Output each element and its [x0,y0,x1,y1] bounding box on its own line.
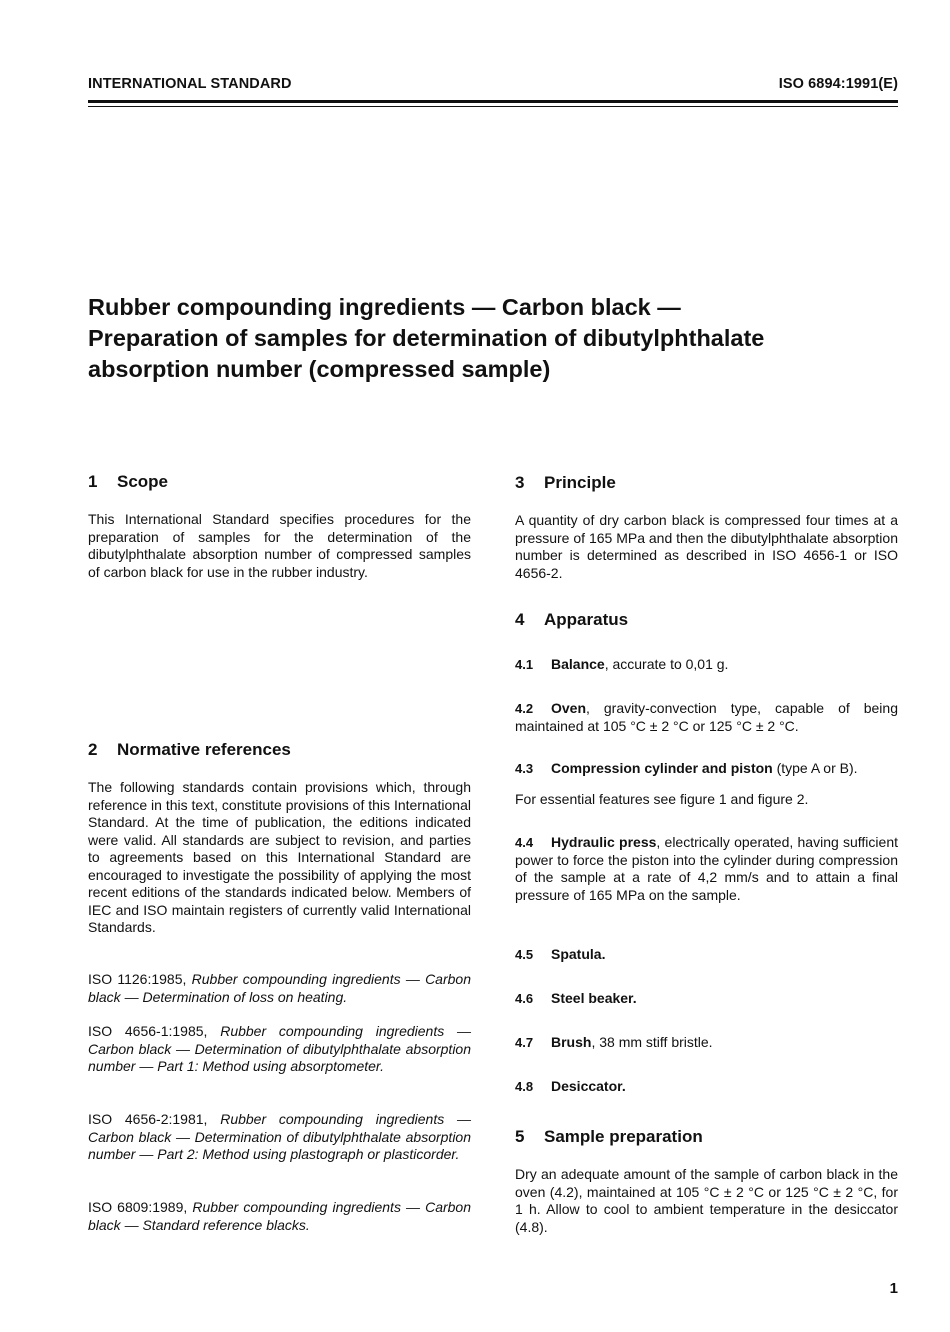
section-title: Sample preparation [544,1127,703,1146]
item-term: Brush [551,1034,592,1050]
reference-code: ISO 1126:1985, [88,971,187,987]
reference-title: Rubber compounding ingredients — Carbon black — Determination of dibutylphthalate absorption number — Part 2: Method using plastograph or plasticorder. [88,1111,472,1162]
item-description: , 38 mm stiff bristle. [591,1034,713,1050]
item-number: 4.6 [515,991,534,1006]
section-normative-heading [88,741,291,759]
section-principle-heading [515,474,616,492]
item-term: Desiccator. [551,1078,626,1094]
title-line-3: absorption number (compressed sample) [88,356,551,382]
apparatus-item-brush [515,1034,713,1052]
section-number: 5 [515,1127,525,1146]
header-standard-number: ISO 6894:1991(E) [778,76,898,92]
item-description: , accurate to 0,01 g. [604,656,729,672]
sample-preparation-paragraph: Dry an adequate amount of the sample of carbon black in the oven (4.2), maintained at 105 °C ± 2 °C or 125 °C ± 2 °C, for 1 h. Allow to cool to ambient temperature in the desiccator (4.8). [515,1166,898,1235]
item-number: 4.5 [515,947,534,962]
item-term: Oven [551,700,587,716]
item-number: 4.8 [515,1079,534,1094]
left-column [88,0,471,1332]
page-number: 1 [889,1280,898,1297]
section-number: 1 [88,472,98,491]
reference-code: ISO 4656-2:1981, [88,1111,208,1127]
item-term: Compression cylinder and piston [551,760,773,776]
apparatus-item-hydraulic-press [515,834,898,904]
apparatus-figures-note: For essential features see figure 1 and figure 2. [515,791,809,807]
item-number: 4.7 [515,1035,534,1050]
right-column [515,0,898,1332]
item-number: 4.3 [515,761,534,776]
apparatus-item-compression-cylinder [515,760,858,778]
section-sample-heading [515,1128,703,1146]
reference-iso-4656-1 [88,1023,471,1076]
section-number: 2 [88,740,98,759]
item-term: Steel beaker. [551,990,637,1006]
reference-title: Rubber compounding ingredients — Carbon black — Determination of loss on heating. [88,971,471,1005]
item-number: 4.4 [515,835,534,850]
reference-title: Rubber compounding ingredients — Carbon black — Determination of dibutylphthalate absorption number — Part 1: Method using absorptometer. [88,1023,472,1074]
reference-iso-1126 [88,971,471,1006]
section-apparatus-heading [515,611,628,629]
apparatus-item-balance [515,656,728,674]
reference-title: Rubber compounding ingredients — Carbon black — Standard reference blacks. [88,1199,472,1233]
item-term: Hydraulic press [551,834,657,850]
item-number: 4.1 [515,657,534,672]
item-description: (type A or B). [772,760,858,776]
section-scope-heading [88,473,168,491]
apparatus-item-steel-beaker [515,990,637,1008]
scope-paragraph: This International Standard specifies procedures for the preparation of samples for the determination of the dibutylphthalate absorption number of compressed samples of carbon black for use in the rubber industry. [88,511,471,580]
reference-code: ISO 6809:1989, [88,1199,188,1215]
title-line-1: Rubber compounding ingredients — Carbon black — [88,294,681,320]
item-term: Balance [551,656,605,672]
apparatus-item-oven [515,700,898,735]
item-description: , electrically operated, having sufficient power to force the piston into the cylinder during compression of the sample at a rate of 4,2 mm/s and to attain a final pressure of 165 MPa on the sample. [515,834,898,903]
principle-paragraph: A quantity of dry carbon black is compressed four times at a pressure of 165 MPa and then the dibutylphthalate absorption number is determined as described in ISO 4656-1 or ISO 4656-2. [515,512,898,581]
normative-intro-paragraph: The following standards contain provisions which, through reference in this text, constitute provisions of this International Standard. At the time of publication, the editions indicated were valid. All standards are subject to revision, and parties to agreements based on this International Standard are encouraged to investigate the possibility of applying the most recent editions of the standards indicated below. Members of IEC and ISO maintain registers of currently valid International Standards. [88,779,471,935]
header-standard-label: INTERNATIONAL STANDARD [88,76,292,92]
section-title: Principle [544,473,616,492]
item-description: , gravity-convection type, capable of being maintained at 105 °C ± 2 °C or 125 °C ± 2 °C. [515,700,898,734]
section-number: 3 [515,473,525,492]
section-title: Apparatus [544,610,629,629]
apparatus-item-desiccator [515,1078,626,1096]
reference-iso-6809 [88,1199,471,1234]
section-number: 4 [515,610,525,629]
apparatus-item-spatula [515,946,605,964]
reference-code: ISO 4656-1:1985, [88,1023,208,1039]
item-number: 4.2 [515,701,534,716]
title-line-2: Preparation of samples for determination of dibutylphthalate [88,325,765,351]
item-term: Spatula. [551,946,606,962]
section-title: Scope [117,472,169,491]
section-title: Normative references [117,740,291,759]
reference-iso-4656-2 [88,1111,471,1164]
